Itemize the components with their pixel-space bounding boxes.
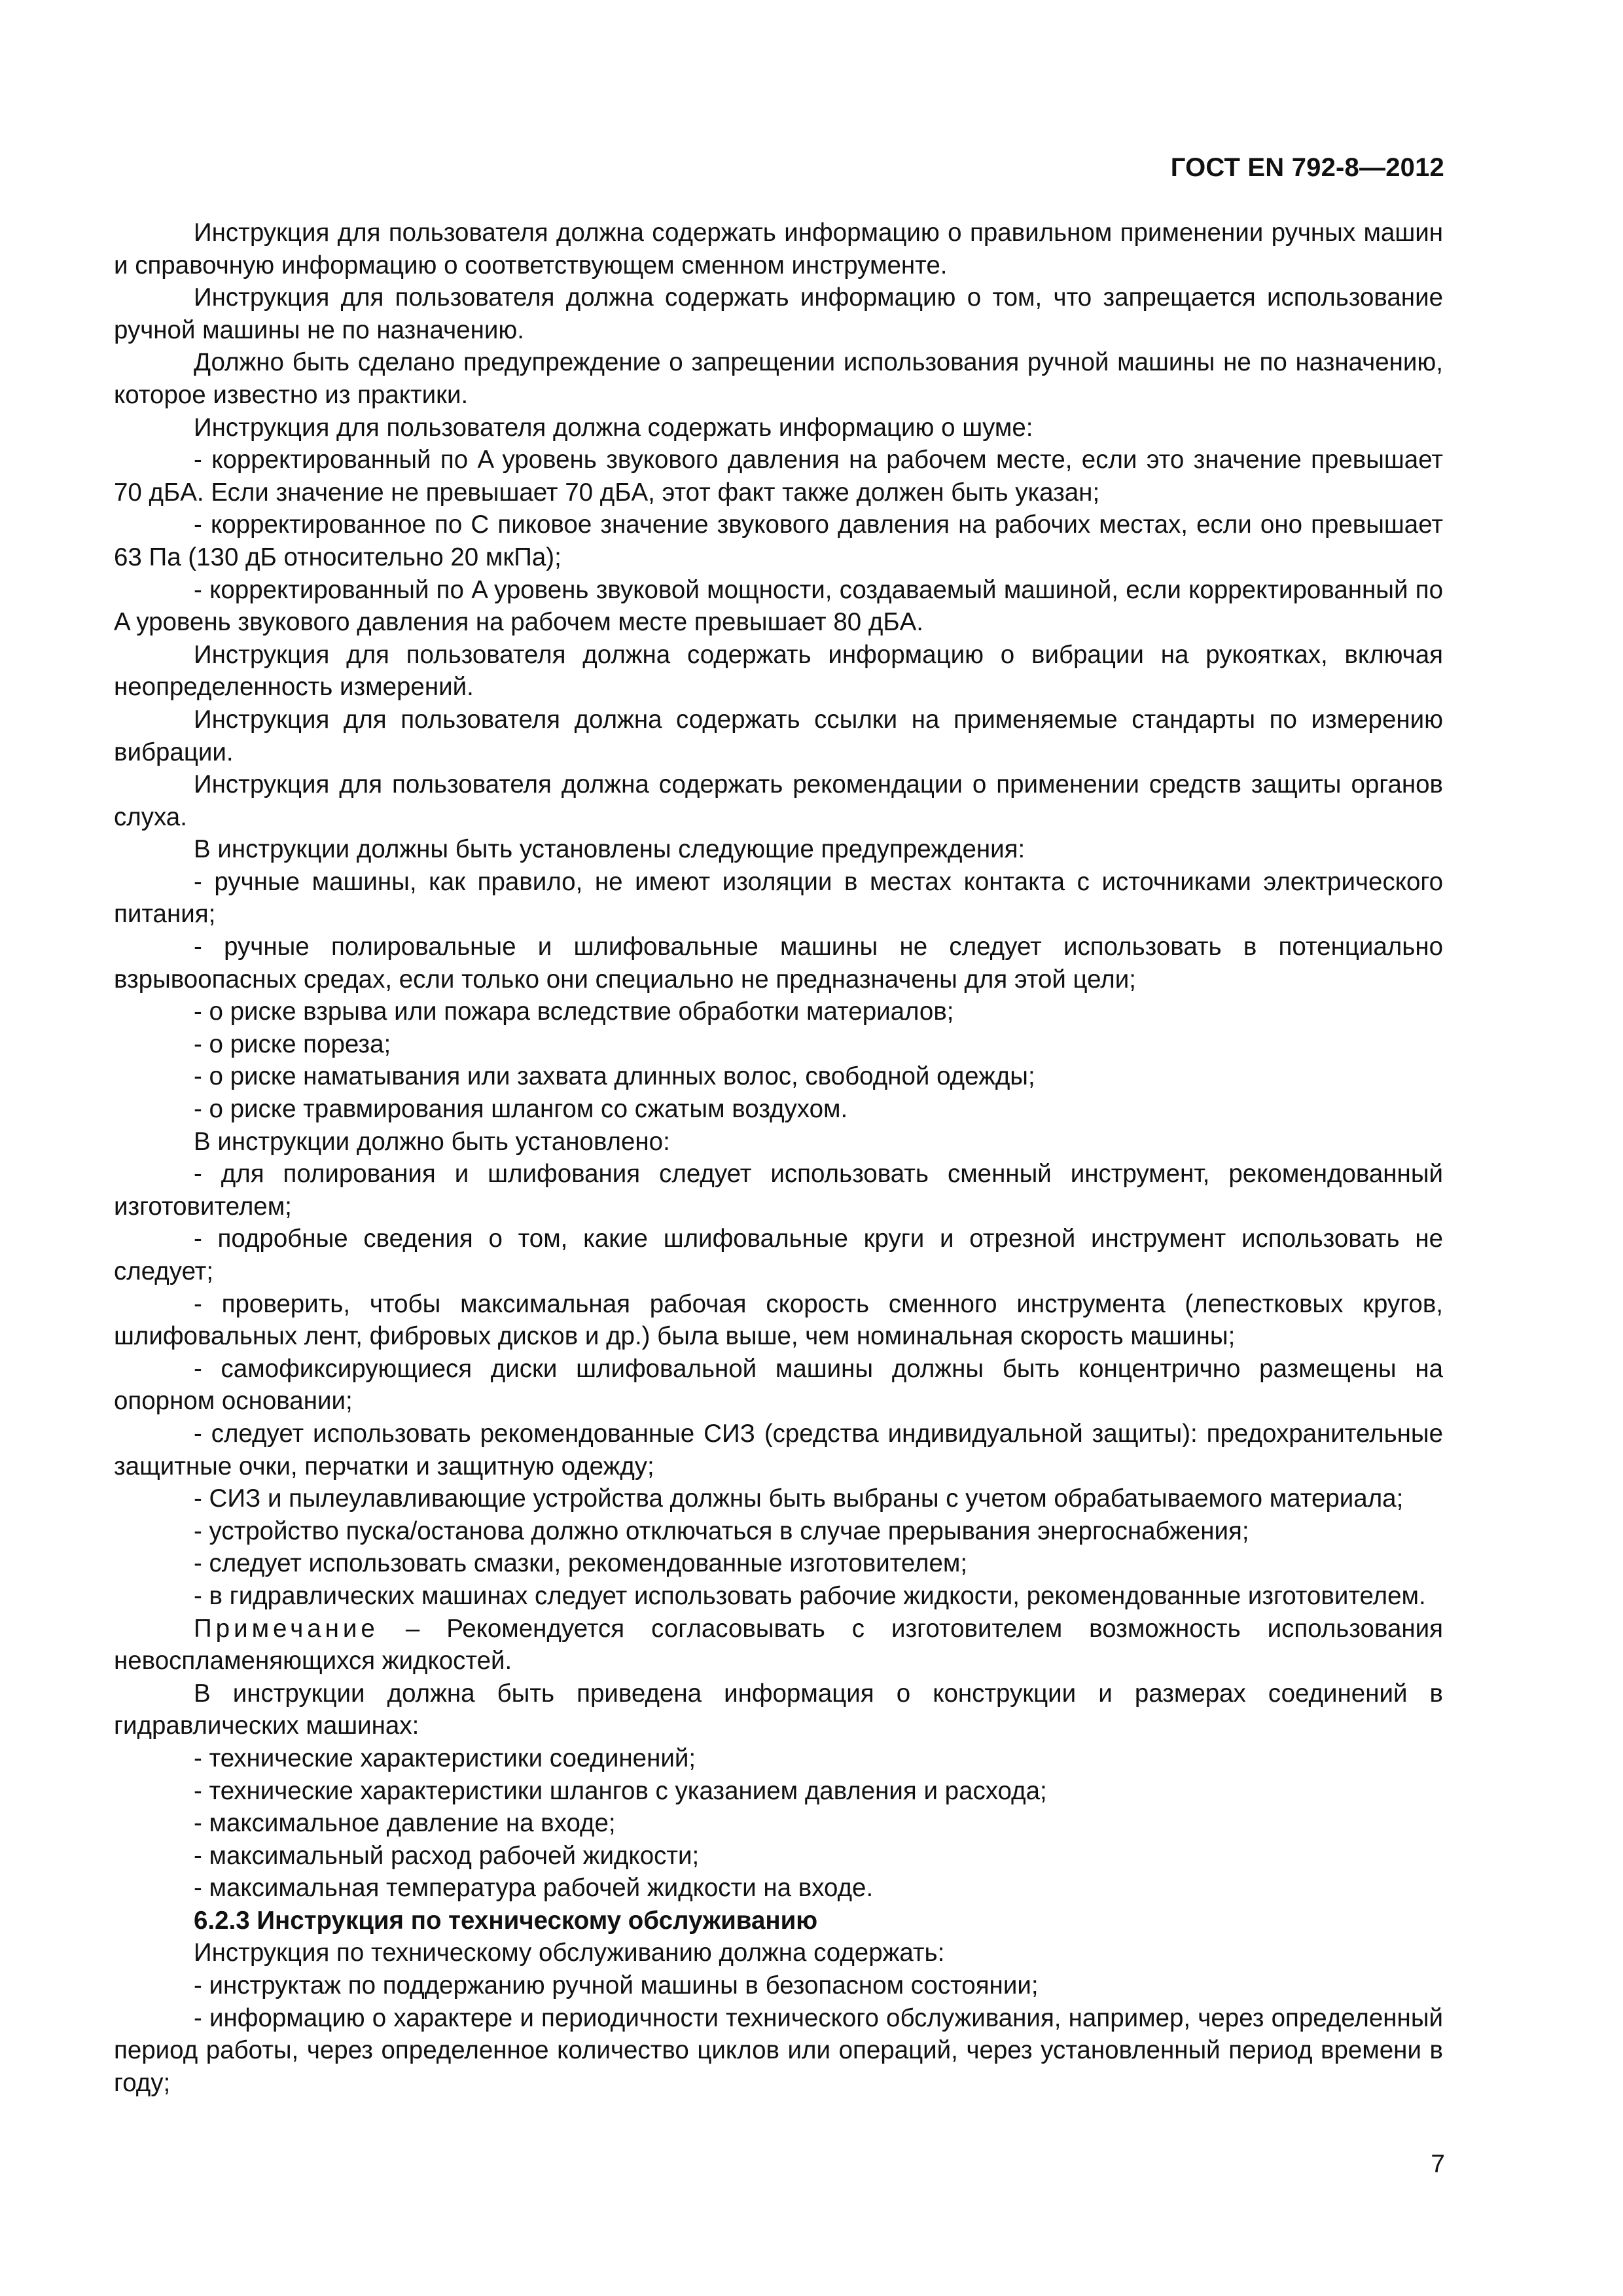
list-item: - ручные полировальные и шлифовальные машины не следует использовать в потенциально взрывоопасных средах, если только они специально не предназначены для этой цели; — [114, 933, 1443, 994]
paragraph: Инструкция для пользователя должна содержать информацию о вибрации на рукоятках, включая неопределенность измерений. — [114, 640, 1443, 702]
list-item: - о риске взрыва или пожара вследствие обработки материалов; — [194, 997, 954, 1026]
list-item: - подробные сведения о том, какие шлифовальные круги и отрезной инструмент использовать не следует; — [114, 1225, 1443, 1285]
paragraph: Инструкция по техническому обслуживанию должна содержать: — [194, 1939, 945, 1967]
paragraph: Инструкция для пользователя должна содержать информацию о шуме: — [194, 413, 1033, 442]
list-item: - технические характеристики шлангов с указанием давления и расхода; — [194, 1776, 1047, 1805]
paragraph: Инструкция для пользователя должна содержать информацию о правильном применении ручных машин и справочную информацию о соответствующем сменном инструменте. — [114, 219, 1443, 279]
list-item: - максимальная температура рабочей жидкости на входе. — [194, 1874, 874, 1903]
section-heading: 6.2.3 Инструкция по техническому обслуживанию — [194, 1906, 818, 1935]
list-item: - устройство пуска/останова должно отключаться в случае прерывания энергоснабжения; — [194, 1516, 1249, 1545]
list-item: - о риске пореза; — [194, 1030, 391, 1058]
list-item: - самофиксирующиеся диски шлифовальной машины должны быть концентрично размещены на опорном основании; — [114, 1354, 1443, 1416]
list-item: - следует использовать смазки, рекомендованные изготовителем; — [194, 1549, 968, 1578]
paragraph: Инструкция для пользователя должна содержать ссылки на применяемые стандарты по измерению вибрации. — [114, 705, 1443, 766]
list-item: - корректированный по A уровень звуковой мощности, создаваемый машиной, если корректированный по A уровень звукового давления на рабочем месте превышает 80 дБA. — [114, 575, 1443, 637]
body-text — [114, 217, 1443, 2099]
list-item: - о риске травмирования шлангом со сжатым воздухом. — [194, 1095, 848, 1124]
list-item: - максимальный расход рабочей жидкости; — [194, 1841, 700, 1870]
list-item: - о риске наматывания или захвата длинных волос, свободной одежды; — [194, 1062, 1035, 1091]
note-text: – Рекомендуется согласовывать с изготовителем возможность использования невоспламеняющихся жидкостей. — [114, 1614, 1443, 1676]
paragraph: Инструкция для пользователя должна содержать информацию о том, что запрещается использование ручной машины не по назначению. — [114, 283, 1443, 344]
paragraph: В инструкции должно быть установлено: — [194, 1127, 670, 1156]
list-item: - в гидравлических машинах следует использовать рабочие жидкости, рекомендованные изготовителем. — [194, 1581, 1426, 1610]
page-number: 7 — [1431, 2150, 1445, 2178]
list-item: - технические характеристики соединений; — [194, 1744, 696, 1772]
list-item: - информацию о характере и периодичности технического обслуживания, например, через определенный период работы, через определенное количество циклов или операций, через установленный период времени в году; — [114, 2003, 1443, 2097]
paragraph: Инструкция для пользователя должна содержать рекомендации о применении средств защиты органов слуха. — [114, 770, 1443, 831]
list-item: - для полирования и шлифования следует использовать сменный инструмент, рекомендованный изготовителем; — [114, 1160, 1443, 1221]
list-item: - ручные машины, как правило, не имеют изоляции в местах контакта с источниками электрического питания; — [114, 867, 1443, 929]
list-item: - корректированное по C пиковое значение звукового давления на рабочих местах, если оно превышает 63 Па (130 дБ относительно 20 мкПа); — [114, 511, 1443, 571]
note-label: Примечание — [194, 1614, 379, 1643]
list-item: - инструктаж по поддержанию ручной машины в безопасном состоянии; — [194, 1971, 1039, 2000]
list-item: - максимальное давление на входе; — [194, 1809, 616, 1838]
standard-code-header: ГОСТ EN 792-8—2012 — [1170, 153, 1444, 182]
list-item: - следует использовать рекомендованные СИЗ (средства индивидуальной защиты): предохранительные защитные очки, перчатки и защитную одежду; — [114, 1419, 1443, 1480]
list-item: - СИЗ и пылеулавливающие устройства должны быть выбраны с учетом обрабатываемого материала; — [194, 1484, 1404, 1513]
paragraph: В инструкции должна быть приведена информация о конструкции и размерах соединений в гидравлических машинах: — [114, 1679, 1443, 1740]
list-item: - корректированный по A уровень звукового давления на рабочем месте, если это значение превышает 70 дБA. Если значение не превышает 70 дБA, этот факт также должен быть указан; — [114, 446, 1443, 507]
paragraph: В инструкции должны быть установлены следующие предупреждения: — [194, 835, 1026, 864]
list-item: - проверить, чтобы максимальная рабочая скорость сменного инструмента (лепестковых кругов, шлифовальных лент, фибровых дисков и др.) была выше, чем номинальная скорость машины; — [114, 1289, 1443, 1351]
paragraph: Должно быть сделано предупреждение о запрещении использования ручной машины не по назначению, которое известно из практики. — [114, 348, 1443, 409]
note-paragraph — [114, 1613, 1443, 1677]
